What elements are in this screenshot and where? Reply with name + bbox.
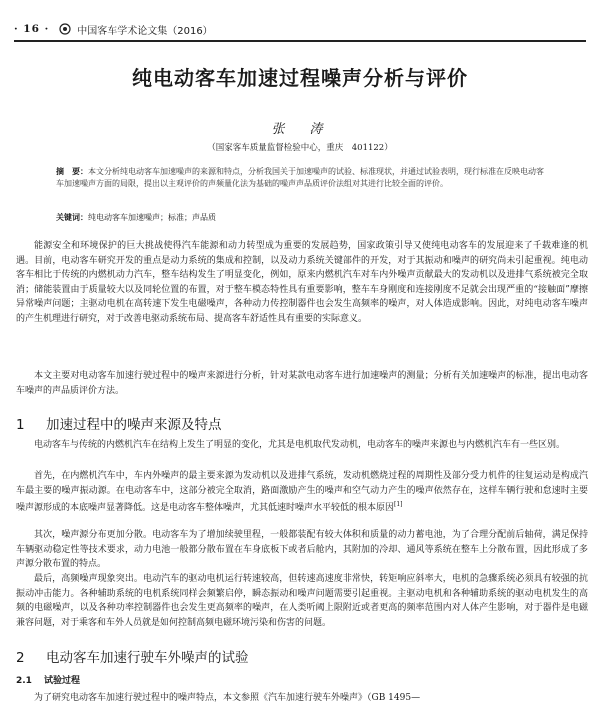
intro-paragraph-1: 能源安全和环境保护的巨大挑战使得汽车能源和动力转型成为重要的发展趋势，国家政策引导又使纯电动客车的发展迎来了千载难逢的机遇。目前，电动客车研究开发的重点是动力系统的集成和控制，以及动力系统关键部件的开发，对于其振动和噪声的研究尚未引起重视。纯电动客车相比于传统的内燃机动力汽车，整车结构发生了明显变化，例如，原来内燃机汽车对车内外噪声贡献最大的发动机以及进排气系统被完全取消；储能装置由于质量较大以及同轮位置的布置，对于整车模态特性具有重要影响，整车车身刚度和连接刚度不足就会出现严重的“接触面”摩擦异常噪声问题；主驱动电机在高转速下发生电磁噪声，各种动力传控制器件也会发生高频率的噪声，对人体造成影响。因此，对纯电动客车噪声的产生机理进行研究，对于改善电驱动系统布局、提高客车舒适性具有重要的实际意义。 bbox=[16, 241, 588, 324]
section-2-heading bbox=[16, 646, 588, 666]
keywords bbox=[56, 212, 548, 223]
section-1-paragraph-2-text: 首先，在内燃机汽车中，车内外噪声的最主要来源为发动机以及进排气系统，发动机燃烧过程的周期性及部分受力机件的往复运动是构成汽车最主要的噪声振动源。在电动客车中，这部分被完全取消，路面激励产生的噪声和空气动力产生的噪声依然存在，这样车辆行驶和怠速时主要噪声源形成的本底噪声显著降低。这是电动客车整体噪声，尤其低速时噪声水平较低的根本原因 bbox=[16, 471, 588, 513]
section-1-number: 1 bbox=[16, 417, 25, 433]
subsection-2-1-heading bbox=[16, 673, 80, 686]
section-1-paragraph-2 bbox=[16, 469, 588, 516]
author-name: 张 涛 bbox=[271, 122, 329, 137]
keywords-label: 关键词： bbox=[56, 213, 88, 222]
journal-title: 中国客车学术论文集（2016） bbox=[77, 25, 213, 37]
section-1-paragraph-1: 电动客车与传统的内燃机汽车在结构上发生了明显的变化，尤其是电机取代发动机，电动客车的噪声来源也与内燃机汽车有一些区别。 bbox=[34, 440, 566, 450]
subsection-2-1-number: 2.1 bbox=[16, 676, 32, 686]
page-number: · 16 · bbox=[14, 23, 50, 35]
section-2-number: 2 bbox=[16, 650, 25, 666]
section-1-heading bbox=[16, 413, 588, 433]
paper-title: 纯电动客车加速过程噪声分析与评价 bbox=[132, 66, 468, 90]
keywords-text: 纯电动客车加速噪声；标准；声品质 bbox=[88, 213, 216, 222]
running-header bbox=[14, 20, 586, 38]
author-affiliation: （国家客车质量监督检验中心，重庆 401122） bbox=[207, 143, 393, 153]
abstract-text: 本文分析纯电动客车加速噪声的来源和特点，分析我国关于加速噪声的试验、标准现状，并通过试验表明，现行标准在反映电动客车加速噪声方面的局限，提出以主观评价的声频量化法为基础的噪声声品质评价法组对其进行比较全面的评价。 bbox=[56, 167, 544, 188]
subsection-2-1-title: 试验过程 bbox=[43, 676, 80, 686]
section-2-title: 电动客车加速行驶车外噪声的试验 bbox=[46, 650, 249, 666]
header-rule bbox=[14, 40, 586, 42]
intro-paragraph-2: 本文主要对电动客车加速行驶过程中的噪声来源进行分析，针对某款电动客车进行加速噪声的测量；分析有关加速噪声的标准，提出电动客车噪声的声品质评价方法。 bbox=[16, 371, 588, 396]
abstract bbox=[56, 166, 548, 189]
citation-ref: [1] bbox=[394, 501, 403, 508]
section-1-title: 加速过程中的噪声来源及特点 bbox=[46, 417, 222, 433]
section-1-paragraph-3: 其次，噪声源分布更加分散。电动客车为了增加续驶里程，一般都装配有较大体积和质量的动力蓄电池，为了合理分配前后轴荷，满足保持车辆驱动稳定性等技术要求，动力电池一般都分散布置在车身底板下或者后舱内，其附加的冷却、通风等系统在整车上分散布置，因此形成了多声源分散布置的特点。 bbox=[16, 530, 588, 569]
seal-logo-icon bbox=[59, 23, 71, 35]
section-1-paragraph-4: 最后，高频噪声现象突出。电动汽车的驱动电机运行转速较高，但转速高速度非常快，转矩响应斜率大，电机的急骤系统必须具有较强的抗振动冲击能力。各种辅助系统的电机系统同样会频繁启停，瞬态振动和噪声问题需要引起重视。主驱动电机和各种辅助系统的驱动电机发生的高频的电磁噪声，以及各种功率控制器件也会发生更高频率的噪声，在人类听阈上限附近或者更高的频率范围内对人体产生影响，对于器件是电磁兼容问题，对于乘客和车外人员就是如何控制高频电磁环境污染和伤害的问题。 bbox=[16, 574, 588, 628]
abstract-label: 摘 要： bbox=[56, 167, 88, 176]
section-2-paragraph-1: 为了研究电动客车加速行驶过程中的噪声特点，本文参照《汽车加速行驶车外噪声》（GB 1495— bbox=[34, 693, 421, 703]
